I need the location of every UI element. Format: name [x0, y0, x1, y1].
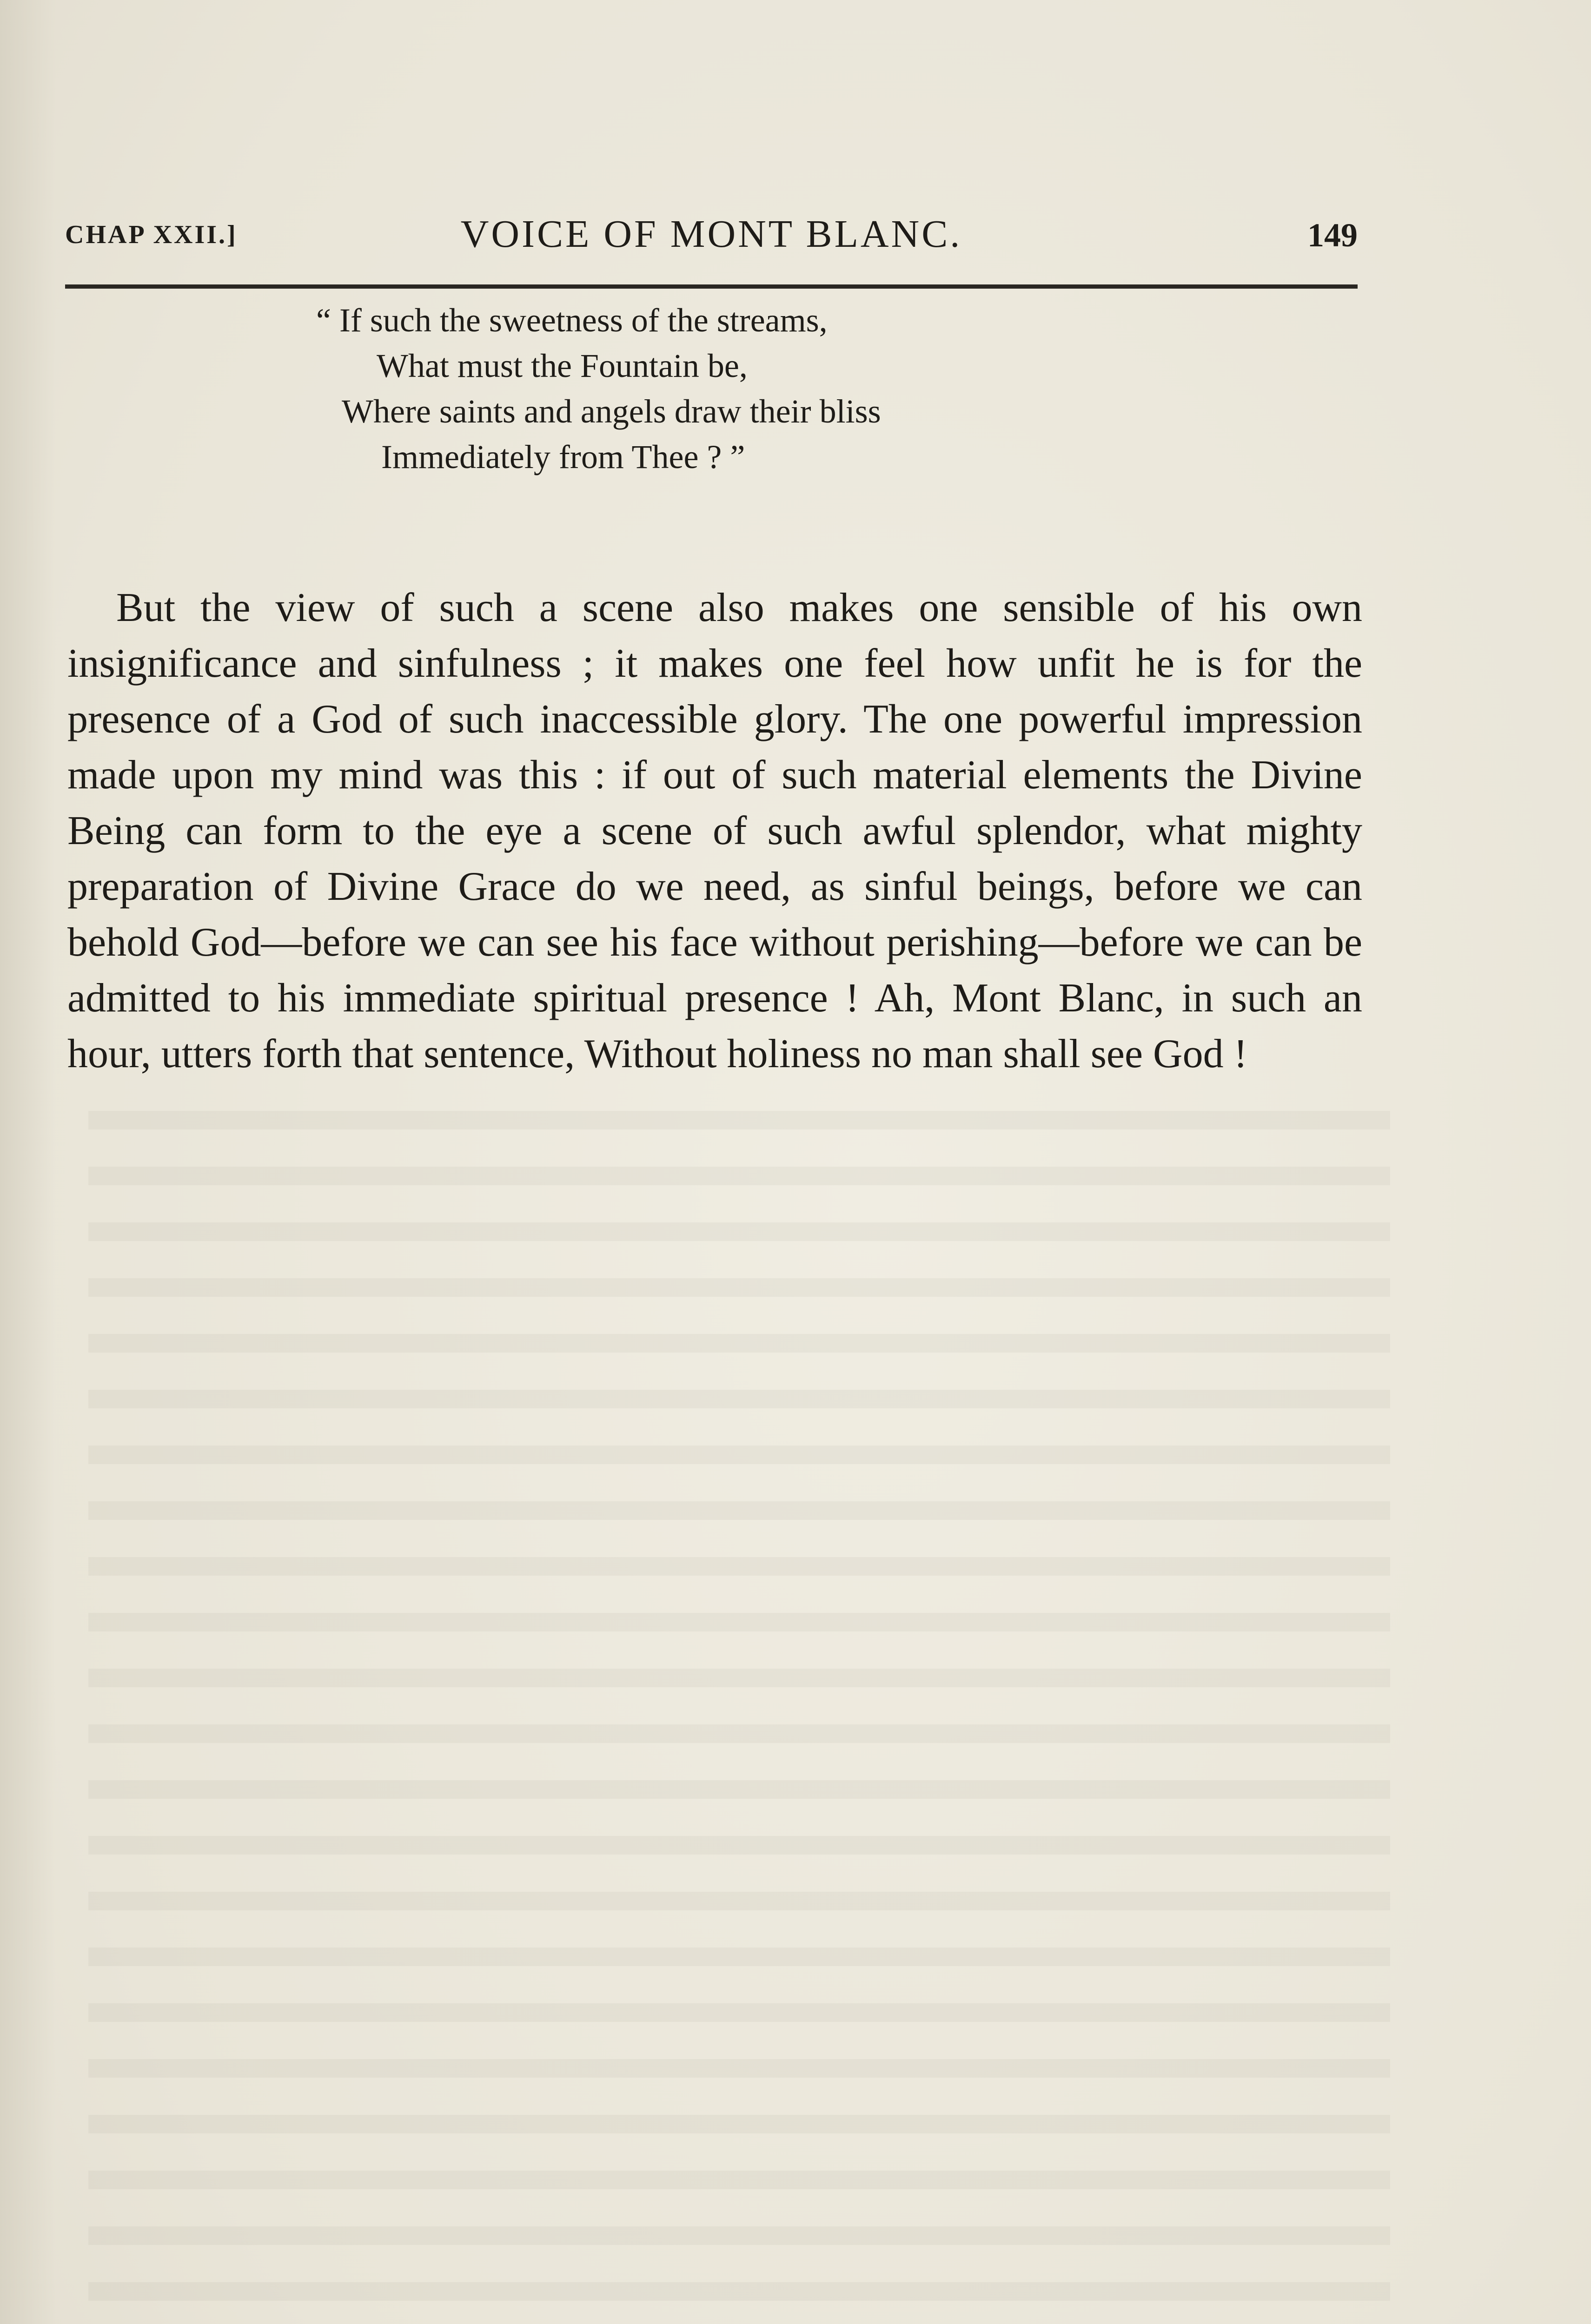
verse-line: What must the Fountain be,	[377, 347, 748, 384]
header-rule	[65, 284, 1358, 289]
verse-line: Where saints and angels draw their bliss	[342, 393, 881, 430]
verse-line: Immediately from Thee ? ”	[381, 438, 745, 475]
running-title: VOICE OF MONT BLANC.	[460, 212, 962, 256]
gutter-shadow	[0, 0, 56, 2324]
verse-quotation	[298, 297, 1181, 480]
chapter-label: CHAP XXII.]	[65, 220, 238, 249]
verse-line: “ If such the sweetness of the streams,	[316, 302, 828, 339]
body-paragraph: But the view of such a scene also makes one sensible of his own insignificance and sinfulness ; it makes one feel how unfit he is for the presence of a God of such inaccessible glory. The one powerful impression made upon my mind was this : if out of such material elements the Divine Being can form to the eye a scene of such awful splendor, what mighty preparation of Divine Grace do we need, as sinful beings, before we can behold God—before we can see his face without perishing—before we can be admitted to his immediate spiritual presence ! Ah, Mont Blanc, in such an hour, utters forth that sentence, Without holiness no man shall see God !	[67, 585, 1362, 1076]
page-number: 149	[1307, 217, 1358, 254]
running-header	[65, 211, 1358, 263]
show-through-text	[88, 1083, 1390, 2324]
